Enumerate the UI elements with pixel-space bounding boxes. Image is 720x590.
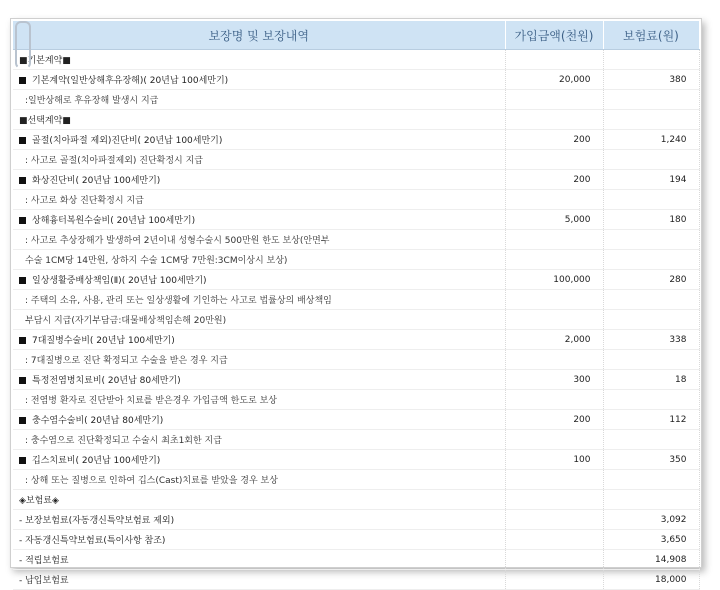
amount-cell bbox=[505, 430, 603, 450]
amount-cell bbox=[505, 250, 603, 270]
section-label: ◈보험료◈ bbox=[13, 490, 505, 510]
amount-cell bbox=[505, 150, 603, 170]
premium-cell bbox=[603, 250, 699, 270]
table-row bbox=[13, 490, 699, 510]
premium-cell bbox=[603, 390, 699, 410]
table-row bbox=[13, 250, 699, 270]
amount-cell: 300 bbox=[505, 370, 603, 390]
table-row bbox=[13, 150, 699, 170]
premium-cell bbox=[603, 430, 699, 450]
premium-cell bbox=[603, 230, 699, 250]
premium-cell: 380 bbox=[603, 70, 699, 90]
coverage-name-cell bbox=[13, 170, 505, 190]
square-bullet-icon bbox=[19, 457, 26, 464]
table-row bbox=[13, 570, 699, 590]
square-bullet-icon bbox=[19, 417, 26, 424]
premium-cell bbox=[603, 50, 699, 70]
coverage-description: : 사고로 추상장해가 발생하여 2년이내 성형수술시 500만원 한도 보상(안면부 bbox=[13, 230, 505, 250]
coverage-name-cell bbox=[13, 450, 505, 470]
section-label: ■기본계약■ bbox=[13, 50, 505, 70]
table-row bbox=[13, 450, 699, 470]
table-row bbox=[13, 130, 699, 150]
coverage-description: :일반상해로 후유장해 발생시 지급 bbox=[13, 90, 505, 110]
premium-cell bbox=[603, 490, 699, 510]
amount-cell bbox=[505, 390, 603, 410]
coverage-name: 특정전염병치료비( 20년납 80세만기) bbox=[32, 376, 181, 386]
square-bullet-icon bbox=[19, 337, 26, 344]
header-amount: 가입금액(천원) bbox=[505, 21, 603, 50]
coverage-name-cell bbox=[13, 130, 505, 150]
amount-cell: 100 bbox=[505, 450, 603, 470]
table-row bbox=[13, 330, 699, 350]
premium-cell: 338 bbox=[603, 330, 699, 350]
table-row bbox=[13, 50, 699, 70]
section-label: ■선택계약■ bbox=[13, 110, 505, 130]
premium-cell: 350 bbox=[603, 450, 699, 470]
coverage-name: 화상진단비( 20년납 100세만기) bbox=[32, 176, 161, 186]
premium-summary-value: 14,908 bbox=[603, 550, 699, 570]
table-row bbox=[13, 90, 699, 110]
coverage-description: : 사고로 골절(치아파절제외) 진단확정시 지급 bbox=[13, 150, 505, 170]
coverage-name-cell bbox=[13, 370, 505, 390]
premium-cell bbox=[603, 290, 699, 310]
amount-cell: 100,000 bbox=[505, 270, 603, 290]
table-row bbox=[13, 390, 699, 410]
premium-cell bbox=[603, 150, 699, 170]
coverage-name-cell bbox=[13, 410, 505, 430]
coverage-description: : 7대질병으로 진단 확정되고 수술을 받은 경우 지급 bbox=[13, 350, 505, 370]
premium-cell bbox=[603, 470, 699, 490]
premium-cell: 1,240 bbox=[603, 130, 699, 150]
coverage-name: 깁스치료비( 20년납 100세만기) bbox=[32, 456, 161, 466]
premium-summary-label: - 적립보험료 bbox=[13, 550, 505, 570]
table-row bbox=[13, 510, 699, 530]
table-row bbox=[13, 470, 699, 490]
coverage-name-cell bbox=[13, 210, 505, 230]
amount-cell bbox=[505, 550, 603, 570]
amount-cell: 200 bbox=[505, 130, 603, 150]
premium-summary-label: - 자동갱신특약보험료(특이사항 참조) bbox=[13, 530, 505, 550]
coverage-description: : 주택의 소유, 사용, 관리 또는 일상생활에 기인하는 사고로 법률상의 배상책임 bbox=[13, 290, 505, 310]
table-row bbox=[13, 190, 699, 210]
amount-cell: 200 bbox=[505, 170, 603, 190]
coverage-name: 일상생활중배상책임(Ⅱ)( 20년납 100세만기) bbox=[32, 276, 207, 286]
coverage-description: : 충수염으로 진단확정되고 수술시 최초1회한 지급 bbox=[13, 430, 505, 450]
premium-cell: 180 bbox=[603, 210, 699, 230]
amount-cell bbox=[505, 470, 603, 490]
amount-cell bbox=[505, 490, 603, 510]
premium-cell bbox=[603, 90, 699, 110]
amount-cell bbox=[505, 350, 603, 370]
paper-clip-icon bbox=[15, 21, 31, 69]
coverage-name: 골절(치아파절 제외)진단비( 20년납 100세만기) bbox=[32, 136, 223, 146]
premium-cell: 18 bbox=[603, 370, 699, 390]
table-body bbox=[13, 50, 699, 590]
coverage-name-cell bbox=[13, 330, 505, 350]
table-row bbox=[13, 350, 699, 370]
amount-cell bbox=[505, 190, 603, 210]
coverage-name-cell bbox=[13, 70, 505, 90]
coverage-name: 7대질병수술비( 20년납 100세만기) bbox=[32, 336, 175, 346]
header-premium: 보험료(원) bbox=[603, 21, 699, 50]
premium-cell bbox=[603, 310, 699, 330]
amount-cell bbox=[505, 530, 603, 550]
amount-cell bbox=[505, 90, 603, 110]
square-bullet-icon bbox=[19, 377, 26, 384]
square-bullet-icon bbox=[19, 277, 26, 284]
coverage-description: : 사고로 화상 진단확정시 지급 bbox=[13, 190, 505, 210]
amount-cell: 2,000 bbox=[505, 330, 603, 350]
table-row bbox=[13, 170, 699, 190]
table-row bbox=[13, 210, 699, 230]
table-row bbox=[13, 230, 699, 250]
premium-cell bbox=[603, 110, 699, 130]
amount-cell bbox=[505, 110, 603, 130]
premium-cell bbox=[603, 190, 699, 210]
amount-cell bbox=[505, 570, 603, 590]
table-row bbox=[13, 430, 699, 450]
square-bullet-icon bbox=[19, 217, 26, 224]
coverage-name: 충수염수술비( 20년납 80세만기) bbox=[32, 416, 164, 426]
coverage-description: 수술 1CM당 14만원, 상하지 수술 1CM당 7만원:3CM이상시 보상) bbox=[13, 250, 505, 270]
amount-cell bbox=[505, 510, 603, 530]
premium-cell: 280 bbox=[603, 270, 699, 290]
premium-summary-value: 3,650 bbox=[603, 530, 699, 550]
square-bullet-icon bbox=[19, 137, 26, 144]
premium-summary-value: 3,092 bbox=[603, 510, 699, 530]
coverage-name: 기본계약(일반상해후유장해)( 20년납 100세만기) bbox=[32, 76, 229, 86]
table-row bbox=[13, 550, 699, 570]
coverage-table bbox=[13, 21, 700, 590]
premium-cell: 112 bbox=[603, 410, 699, 430]
coverage-description: : 전염병 환자로 진단받아 치료를 받은경우 가입금액 한도로 보상 bbox=[13, 390, 505, 410]
amount-cell bbox=[505, 230, 603, 250]
premium-summary-label: - 납입보험료 bbox=[13, 570, 505, 590]
square-bullet-icon bbox=[19, 77, 26, 84]
table-row bbox=[13, 290, 699, 310]
premium-summary-value: 18,000 bbox=[603, 570, 699, 590]
square-bullet-icon bbox=[19, 177, 26, 184]
coverage-table-panel bbox=[10, 18, 702, 586]
table-row bbox=[13, 70, 699, 90]
premium-cell bbox=[603, 350, 699, 370]
coverage-description: : 상해 또는 질병으로 인하여 깁스(Cast)치료를 받았을 경우 보상 bbox=[13, 470, 505, 490]
header-coverage-name: 보장명 및 보장내역 bbox=[13, 21, 505, 50]
coverage-name: 상해흉터복원수술비( 20년납 100세만기) bbox=[32, 216, 196, 226]
coverage-description: 부담시 지급(자기부담금:대물배상책임손해 20만원) bbox=[13, 310, 505, 330]
amount-cell: 5,000 bbox=[505, 210, 603, 230]
table-header-row bbox=[13, 21, 699, 50]
coverage-name-cell bbox=[13, 270, 505, 290]
amount-cell bbox=[505, 290, 603, 310]
amount-cell bbox=[505, 310, 603, 330]
amount-cell bbox=[505, 50, 603, 70]
premium-cell: 194 bbox=[603, 170, 699, 190]
table-row bbox=[13, 110, 699, 130]
amount-cell: 20,000 bbox=[505, 70, 603, 90]
table-row bbox=[13, 410, 699, 430]
table-row bbox=[13, 370, 699, 390]
table-row bbox=[13, 310, 699, 330]
table-row bbox=[13, 530, 699, 550]
amount-cell: 200 bbox=[505, 410, 603, 430]
premium-summary-label: - 보장보험료(자동갱신특약보험료 제외) bbox=[13, 510, 505, 530]
table-row bbox=[13, 270, 699, 290]
